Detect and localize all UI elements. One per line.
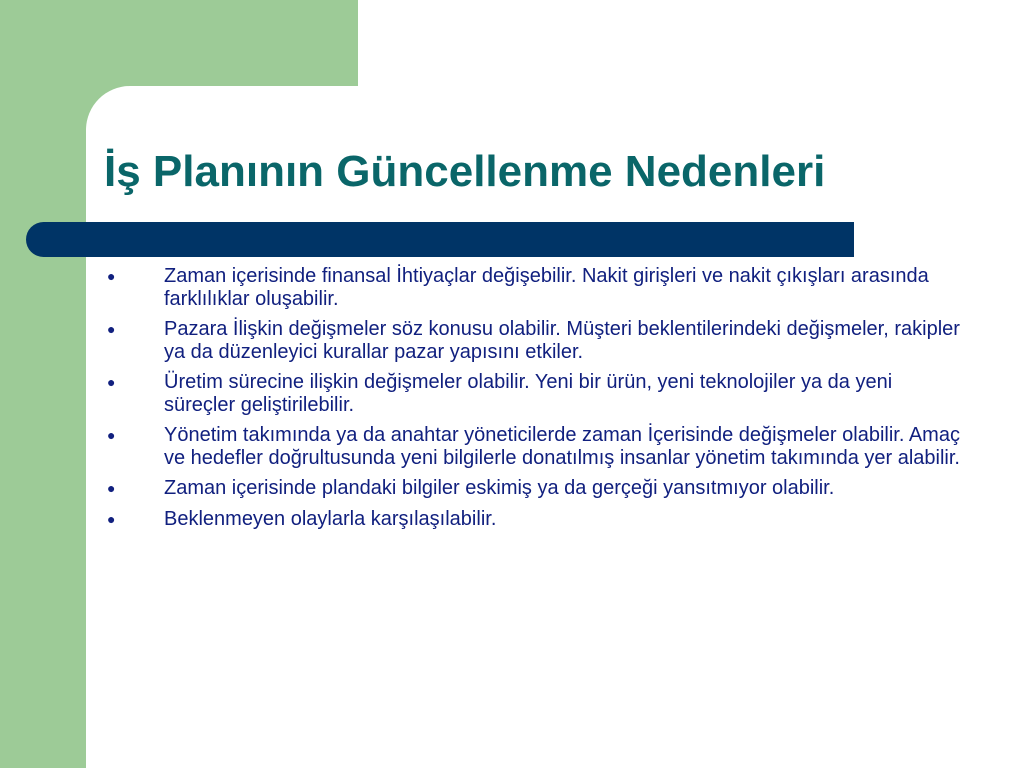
list-item bbox=[104, 477, 964, 500]
bullet-dot-icon: ● bbox=[107, 321, 116, 337]
list-item bbox=[104, 424, 964, 469]
bullet-dot-icon: ● bbox=[107, 427, 116, 443]
bullet-text: Yönetim takımında ya da anahtar yöneticilerde zaman İçerisinde değişmeler olabilir. Amaç ve hedefler doğrultusunda yeni bilgilerle donatılmış insanlar yönetim takımında yer alabilir. bbox=[164, 424, 960, 469]
bullet-text: Üretim sürecine ilişkin değişmeler olabilir. Yeni bir ürün, yeni teknolojiler ya da yeni süreçler geliştirilebilir. bbox=[164, 371, 893, 416]
bullet-text: Pazara İlişkin değişmeler söz konusu olabilir. Müşteri beklentilerindeki değişmeler, rakipler ya da düzenleyici kurallar pazar yapısını etkiler. bbox=[164, 318, 960, 363]
list-item bbox=[104, 318, 964, 363]
slide-title: İş Planının Güncellenme Nedenleri bbox=[104, 147, 826, 196]
bullet-dot-icon: ● bbox=[107, 374, 116, 390]
bullet-list bbox=[104, 265, 964, 538]
bullet-dot-icon: ● bbox=[107, 480, 116, 496]
bullet-dot-icon: ● bbox=[107, 510, 116, 527]
bullet-text: Zaman içerisinde plandaki bilgiler eskimiş ya da gerçeği yansıtmıyor olabilir. bbox=[164, 477, 835, 499]
bullet-dot-icon: ● bbox=[107, 268, 116, 284]
title-divider-bar bbox=[26, 222, 854, 257]
list-item bbox=[104, 371, 964, 416]
list-item bbox=[104, 508, 964, 531]
bullet-text: Beklenmeyen olaylarla karşılaşılabilir. bbox=[164, 507, 497, 530]
list-item bbox=[104, 265, 964, 310]
bullet-text: Zaman içerisinde finansal İhtiyaçlar değişebilir. Nakit girişleri ve nakit çıkışları arasında farklılıklar oluşabilir. bbox=[164, 265, 929, 310]
